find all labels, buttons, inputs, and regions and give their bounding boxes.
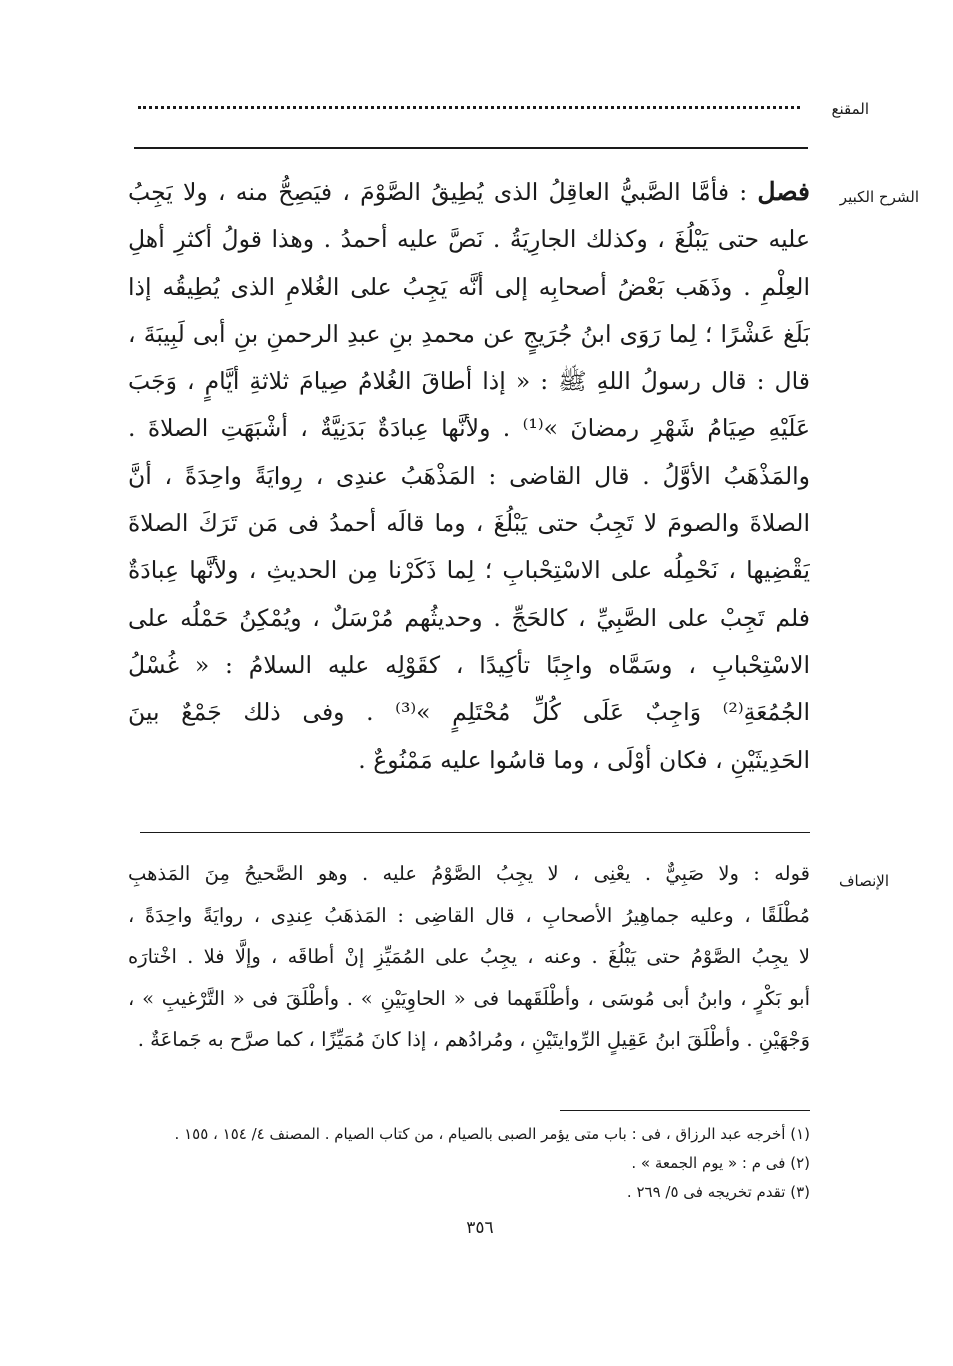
footnotes xyxy=(130,1120,810,1207)
footnote-3: (٣) تقدم تخريجه فى ٥/ ٢٦٩ . xyxy=(626,1183,810,1201)
section-heading-fasl: فصل xyxy=(757,177,810,206)
main-commentary xyxy=(128,168,810,784)
insaf-line-2: مُطْلَقًا ، وعليه جماهِيرُ الأصحابِ ، قال القاضِى : المَذهَبُ عِندِى ، روايَةً واحِدَةً ، xyxy=(128,903,810,927)
footnote-rule xyxy=(560,1110,810,1111)
main-line-3: العِلْمِ . وذَهَب بَعْضُ أصحابِه إلى أنَّه يَجِبُ على الغُلامِ الذى يُطِيقُه إذا xyxy=(128,272,810,301)
insaf-line-3: لا يجِبُ الصَّوْمُ حتى يَبْلُغَ . وعنه ، يجِبُ على المُمَيِّزِ إنْ أطاقَه ، وإلَّا فلا . اخْتارَه xyxy=(128,945,810,968)
running-header-title: المقنع xyxy=(831,100,869,118)
header-rule xyxy=(134,147,808,149)
main-line-4: بَلَغ عَشْرًا ؛ لِما رَوَى ابنُ جُرَيجٍ عن محمدِ بنِ عبدِ الرحمنِ بنِ أبى لَبِيبَةَ ، xyxy=(128,319,810,348)
side-label-sharh: الشرح الكبير xyxy=(839,188,919,206)
main-line-9: يَقْضِيها ، نَحْمِلُه على الاسْتِحْبابِ ؛ لِما ذَكَرْنا مِن الحديثِ ، ولأنَّها عِبادَةٌ xyxy=(128,556,810,585)
header-dotted-rule xyxy=(138,106,800,115)
main-line-1-text: : فأمَّا الصَّبيُّ العاقِلُ الذى يُطِيقُ الصَّوْمَ ، فيَصِحُّ منه ، ولا يَجِبُ xyxy=(128,178,758,206)
footnote-1: (١) أخرجه عبد الرزاق ، فى : باب متى يؤمر الصبى بالصيام ، من كتاب الصيام . المصنف ٤/ ١٥٤ ، ١٥٥ . xyxy=(174,1125,810,1143)
main-line-5: قال : قال رسولُ اللهِ ﷺ : « إذا أطاقَ الغُلامُ صِيامَ ثلاثةِ أيَّامٍ ، وَجَبَ xyxy=(128,367,810,396)
main-line-1 xyxy=(128,168,810,216)
main-line-7: والمَذْهَبُ الأوَّلُ . قال القاضى : المَذْهَبُ عندِى ، رِوايَةً واحِدَةً ، أنَّ xyxy=(128,461,810,490)
footnote-2: (٢) فى م : « يوم الجمعة » . xyxy=(631,1154,810,1172)
main-line-13: الحَدِيثَيْنِ ، فكان أوْلَى ، وما قاسُوا عليه مَمْنُوعٌ . xyxy=(358,745,810,774)
main-line-8: الصلاةَ والصومَ لا تَجِبُ حتى يَبْلُغَ ، وما قالَه أحمدُ فى مَن تَرَكَ الصلاةَ xyxy=(128,509,810,538)
main-line-10: فلم تَجِبْ على الصَّبِيِّ ، كالحَجِّ . وحديثُهم مُرْسَلٌ ، ويُمْكِنُ حَمْلُه على xyxy=(128,603,810,632)
page-number: ٣٥٦ xyxy=(466,1218,494,1238)
insaf-line-5: وَجْهَيْنِ . وأطْلَقَ ابنُ عَقِيلٍ الرِّوايتَيْنِ ، ومُرادُهم ، إذا كانَ مُمَيِّزًا ، كما صرَّح به جَماعَةٌ . xyxy=(137,1028,810,1051)
insaf-line-4: أبو بَكْرٍ ، وابنُ أبى مُوسَى ، وأطْلَقَهما فى « الحاوِيَيْنِ » . وأطْلَقَ فى « التَّرْغيبِ » ، xyxy=(128,986,810,1010)
insaf-line-1: قوله : ولا صَبِيٌّ . يعْنِى ، لا يجِبُ الصَّوْمُ عليه . وهو الصَّحيحُ مِنَ المَذهبِ xyxy=(128,862,810,885)
insaf-commentary xyxy=(128,853,810,1061)
main-line-2: عليه حتى يَبْلُغَ ، وكذلك الجارِيَةُ . نَصَّ عليه أحمدُ . وهذا قولُ أكثرِ أهلِ xyxy=(128,225,810,254)
side-label-insaf: الإنصاف xyxy=(838,872,889,890)
main-line-6: عَلَيْهِ صِيَامُ شَهْرِ رمضانَ »⁽¹⁾ . ولأنَّها عِبادَةٌ بَدَنِيَّةٌ ، أشْبَهَتِ الصلاةَ . xyxy=(128,414,810,443)
section-divider xyxy=(140,832,810,833)
main-line-11: الاسْتِحْبابِ ، وسَمَّاه واجِبًا تأكِيدًا ، كقَوْلِه عليه السلامُ : « غُسْلُ xyxy=(128,650,810,679)
main-line-12: الجُمُعَةِ⁽²⁾ وَاجِبٌ عَلَى كُلِّ مُحْتَلِمٍ »⁽³⁾ . وفى ذلك جَمْعٌ بينَ xyxy=(128,698,810,727)
